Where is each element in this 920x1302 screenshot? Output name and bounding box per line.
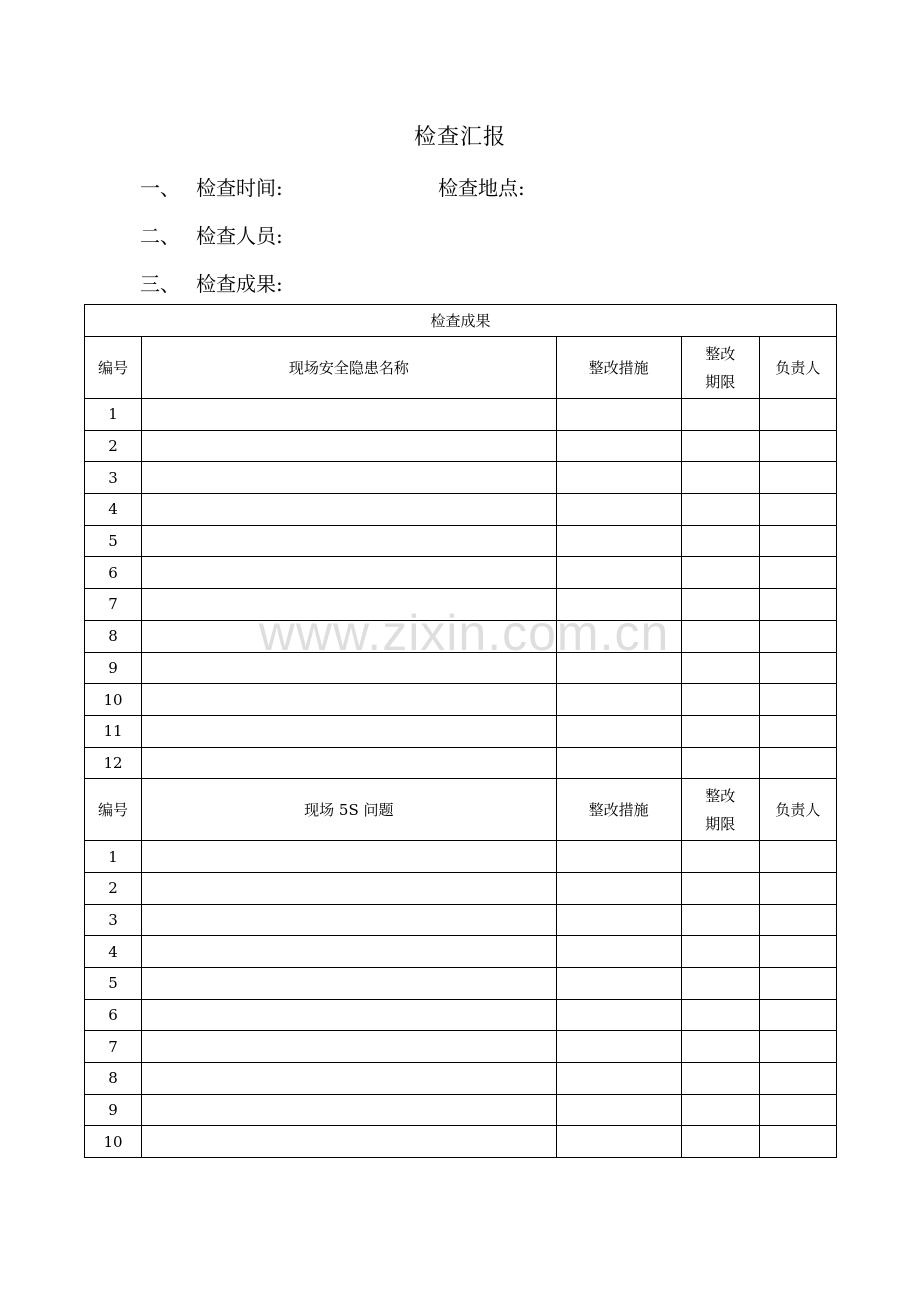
- corrective-action-cell[interactable]: [556, 904, 681, 936]
- inspection-results-table: [84, 304, 837, 1158]
- responsible-cell[interactable]: [759, 872, 836, 904]
- row-number: 3: [85, 904, 142, 936]
- inspectors-label: 检查人员:: [196, 224, 283, 248]
- header-number: 编号: [85, 779, 142, 841]
- row-number: 2: [85, 872, 142, 904]
- item-name-cell[interactable]: [142, 652, 557, 684]
- corrective-action-cell[interactable]: [556, 872, 681, 904]
- header-deadline-line1: 整改: [705, 786, 736, 805]
- responsible-cell[interactable]: [759, 684, 836, 716]
- item-name-cell[interactable]: [142, 557, 557, 589]
- header-responsible: 负责人: [759, 337, 836, 399]
- table-row: [85, 841, 837, 873]
- item-name-cell[interactable]: [142, 1031, 557, 1063]
- responsible-cell[interactable]: [759, 589, 836, 621]
- table-row: [85, 462, 837, 494]
- table-row: [85, 525, 837, 557]
- corrective-action-cell[interactable]: [556, 968, 681, 1000]
- watermark: www.zixin.com.cn: [258, 605, 670, 661]
- table-row: [85, 872, 837, 904]
- corrective-action-cell[interactable]: [556, 1031, 681, 1063]
- inspectors-line: [140, 220, 283, 249]
- item-name-cell[interactable]: [142, 968, 557, 1000]
- deadline-cell[interactable]: [681, 872, 759, 904]
- item-name-cell[interactable]: [142, 715, 557, 747]
- results-label: 检查成果:: [196, 272, 283, 296]
- row-number: 10: [85, 1126, 142, 1158]
- corrective-action-cell[interactable]: [556, 999, 681, 1031]
- deadline-cell[interactable]: [681, 399, 759, 431]
- table-row: [85, 747, 837, 779]
- inspection-time-label: 检查时间:: [196, 176, 283, 200]
- responsible-cell[interactable]: [759, 462, 836, 494]
- deadline-cell[interactable]: [681, 557, 759, 589]
- row-number: 6: [85, 999, 142, 1031]
- item-name-cell[interactable]: [142, 747, 557, 779]
- deadline-cell[interactable]: [681, 936, 759, 968]
- corrective-action-cell[interactable]: [556, 557, 681, 589]
- deadline-cell[interactable]: [681, 1031, 759, 1063]
- item-name-cell[interactable]: [142, 936, 557, 968]
- inspection-location-label: 检查地点:: [438, 176, 525, 200]
- row-number: 10: [85, 684, 142, 716]
- responsible-cell[interactable]: [759, 841, 836, 873]
- item-name-cell[interactable]: [142, 684, 557, 716]
- responsible-cell[interactable]: [759, 430, 836, 462]
- row-number: 1: [85, 841, 142, 873]
- row-number: 3: [85, 462, 142, 494]
- item-name-cell[interactable]: [142, 430, 557, 462]
- corrective-action-cell[interactable]: [556, 1094, 681, 1126]
- item-name-cell[interactable]: [142, 1063, 557, 1095]
- deadline-cell[interactable]: [681, 715, 759, 747]
- responsible-cell[interactable]: [759, 652, 836, 684]
- responsible-cell[interactable]: [759, 936, 836, 968]
- table-row: [85, 399, 837, 431]
- deadline-cell[interactable]: [681, 904, 759, 936]
- header-deadline: [681, 337, 759, 399]
- header-deadline: [681, 779, 759, 841]
- row-number: 8: [85, 1063, 142, 1095]
- corrective-action-cell[interactable]: [556, 715, 681, 747]
- header-item-name: 现场 5S 问题: [142, 779, 557, 841]
- row-number: 7: [85, 589, 142, 621]
- row-number: 6: [85, 557, 142, 589]
- item-name-cell[interactable]: [142, 494, 557, 526]
- responsible-cell[interactable]: [759, 904, 836, 936]
- table-row: [85, 589, 837, 621]
- header-corrective-action: 整改措施: [556, 337, 681, 399]
- table-row: [85, 1063, 837, 1095]
- corrective-action-cell[interactable]: [556, 652, 681, 684]
- corrective-action-cell[interactable]: [556, 430, 681, 462]
- row-number: 9: [85, 1094, 142, 1126]
- responsible-cell[interactable]: [759, 747, 836, 779]
- header-item-name: 现场安全隐患名称: [142, 337, 557, 399]
- table-row: [85, 1094, 837, 1126]
- item-number: 三、: [140, 272, 180, 296]
- deadline-cell[interactable]: [681, 841, 759, 873]
- item-name-cell[interactable]: [142, 841, 557, 873]
- header-deadline-line2: 期限: [705, 814, 736, 833]
- responsible-cell[interactable]: [759, 557, 836, 589]
- row-number: 4: [85, 494, 142, 526]
- item-number: 二、: [140, 224, 180, 248]
- corrective-action-cell[interactable]: [556, 747, 681, 779]
- deadline-cell[interactable]: [681, 652, 759, 684]
- responsible-cell[interactable]: [759, 1126, 836, 1158]
- item-name-cell[interactable]: [142, 904, 557, 936]
- table-row: [85, 620, 837, 652]
- table-row: [85, 936, 837, 968]
- table-row: [85, 1126, 837, 1158]
- responsible-cell[interactable]: [759, 968, 836, 1000]
- row-number: 4: [85, 936, 142, 968]
- deadline-cell[interactable]: [681, 620, 759, 652]
- responsible-cell[interactable]: [759, 1063, 836, 1095]
- responsible-cell[interactable]: [759, 620, 836, 652]
- item-name-cell[interactable]: [142, 872, 557, 904]
- responsible-cell[interactable]: [759, 1094, 836, 1126]
- item-name-cell[interactable]: [142, 620, 557, 652]
- corrective-action-cell[interactable]: [556, 620, 681, 652]
- row-number: 11: [85, 715, 142, 747]
- table-caption: 检查成果: [85, 305, 837, 337]
- row-number: 9: [85, 652, 142, 684]
- responsible-cell[interactable]: [759, 399, 836, 431]
- deadline-cell[interactable]: [681, 1126, 759, 1158]
- table-row: [85, 904, 837, 936]
- deadline-cell[interactable]: [681, 525, 759, 557]
- corrective-action-cell[interactable]: [556, 494, 681, 526]
- header-row: [85, 337, 837, 399]
- item-number: 一、: [140, 176, 180, 200]
- responsible-cell[interactable]: [759, 494, 836, 526]
- row-number: 5: [85, 525, 142, 557]
- responsible-cell[interactable]: [759, 999, 836, 1031]
- item-name-cell[interactable]: [142, 1094, 557, 1126]
- table-row: [85, 430, 837, 462]
- row-number: 2: [85, 430, 142, 462]
- deadline-cell[interactable]: [681, 494, 759, 526]
- deadline-cell[interactable]: [681, 1063, 759, 1095]
- inspection-time-line: [140, 172, 525, 201]
- table-row: [85, 715, 837, 747]
- item-name-cell[interactable]: [142, 399, 557, 431]
- item-name-cell[interactable]: [142, 589, 557, 621]
- corrective-action-cell[interactable]: [556, 684, 681, 716]
- table-row: [85, 1031, 837, 1063]
- corrective-action-cell[interactable]: [556, 936, 681, 968]
- row-number: 8: [85, 620, 142, 652]
- header-corrective-action: 整改措施: [556, 779, 681, 841]
- corrective-action-cell[interactable]: [556, 462, 681, 494]
- table-row: [85, 557, 837, 589]
- header-number: 编号: [85, 337, 142, 399]
- item-name-cell[interactable]: [142, 1126, 557, 1158]
- header-row: [85, 779, 837, 841]
- header-deadline-line1: 整改: [705, 344, 736, 363]
- deadline-cell[interactable]: [681, 999, 759, 1031]
- deadline-cell[interactable]: [681, 589, 759, 621]
- row-number: 5: [85, 968, 142, 1000]
- item-name-cell[interactable]: [142, 525, 557, 557]
- deadline-cell[interactable]: [681, 747, 759, 779]
- table-row: [85, 684, 837, 716]
- deadline-cell[interactable]: [681, 1094, 759, 1126]
- responsible-cell[interactable]: [759, 525, 836, 557]
- corrective-action-cell[interactable]: [556, 1063, 681, 1095]
- header-responsible: 负责人: [759, 779, 836, 841]
- responsible-cell[interactable]: [759, 715, 836, 747]
- table-row: [85, 968, 837, 1000]
- table-row: [85, 999, 837, 1031]
- deadline-cell[interactable]: [681, 430, 759, 462]
- deadline-cell[interactable]: [681, 462, 759, 494]
- corrective-action-cell[interactable]: [556, 525, 681, 557]
- corrective-action-cell[interactable]: [556, 589, 681, 621]
- header-deadline-line2: 期限: [705, 372, 736, 391]
- row-number: 7: [85, 1031, 142, 1063]
- table-row: [85, 494, 837, 526]
- corrective-action-cell[interactable]: [556, 841, 681, 873]
- deadline-cell[interactable]: [681, 684, 759, 716]
- item-name-cell[interactable]: [142, 999, 557, 1031]
- document-title: 检查汇报: [413, 125, 506, 150]
- item-name-cell[interactable]: [142, 462, 557, 494]
- row-number: 12: [85, 747, 142, 779]
- row-number: 1: [85, 399, 142, 431]
- deadline-cell[interactable]: [681, 968, 759, 1000]
- corrective-action-cell[interactable]: [556, 1126, 681, 1158]
- results-line: [140, 268, 283, 297]
- table-row: [85, 652, 837, 684]
- corrective-action-cell[interactable]: [556, 399, 681, 431]
- responsible-cell[interactable]: [759, 1031, 836, 1063]
